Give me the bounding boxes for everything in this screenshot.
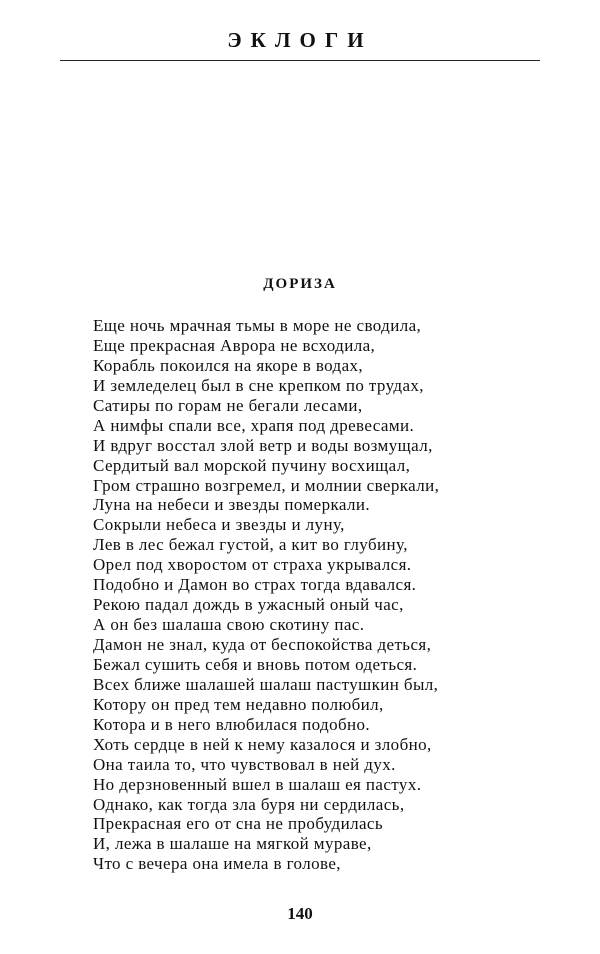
poem-line: Однако, как тогда зла буря ни сердилась, (93, 794, 405, 814)
poem-line: Сатиры по горам не бегали лесами, (93, 395, 363, 415)
poem-line: Дамон не знал, куда от беспокойства деться, (93, 635, 432, 654)
poem-line: Луна на небеси и звезды померкали. (93, 495, 371, 515)
poem-line: И вдруг восстал злой ветр и воды возмущал, (93, 435, 433, 455)
poem-line: Еще ночь мрачная тьмы в море не сводила, (93, 316, 422, 335)
poem-line: Подобно и Дамон во страх тогда вдавался. (93, 575, 417, 595)
poem-line: Гром страшно возгремел, и молнии сверкали, (93, 475, 440, 495)
poem-line: Рекою падал дождь в ужасный оный час, (93, 595, 404, 615)
poem-line: Котора и в него влюбилася подобно. (93, 714, 371, 734)
poem-line: Но дерзновенный вшел в шалаш ея пастух. (93, 774, 422, 794)
poem-line: Корабль покоился на якоре в водах, (93, 355, 364, 375)
poem-line: Сердитый вал морской пучину восхищал, (93, 455, 411, 475)
poem-line: Она таила то, что чувствовал в ней дух. (93, 754, 396, 774)
poem-line: И земледелец был в сне крепком по трудах, (93, 375, 424, 395)
page-number: 140 (287, 904, 313, 923)
poem-line: Еще прекрасная Аврора не всходила, (93, 335, 376, 355)
header-rule (60, 60, 540, 61)
poem-line: Котору он пред тем недавно полюбил, (93, 694, 384, 714)
poem-line: Прекрасная его от сна не пробудилась (93, 814, 384, 834)
poem-body (93, 316, 543, 874)
poem-title: ДОРИЗА (263, 276, 337, 292)
running-head: ЭКЛОГИ (227, 28, 373, 52)
poem-line: А он без шалаша свою скотину пас. (93, 615, 365, 635)
poem-line: Орел под хворостом от страха укрывался. (93, 555, 412, 575)
poem-line: А нимфы спали все, храпя под древесами. (93, 415, 415, 435)
poem-line: Хоть сердце в ней к нему казалося и злобно, (93, 734, 432, 754)
poem-line: И, лежа в шалаше на мягкой мураве, (93, 834, 372, 854)
poem-line: Всех ближе шалашей шалаш пастушкин был, (93, 674, 439, 694)
poem-line: Что с вечера она имела в голове, (93, 854, 341, 874)
poem-line: Бежал сушить себя и вновь потом одеться. (93, 654, 418, 674)
poem-line: Лев в лес бежал густой, а кит во глубину, (93, 535, 408, 555)
poem-line: Сокрыли небеса и звезды и луну, (93, 515, 345, 535)
